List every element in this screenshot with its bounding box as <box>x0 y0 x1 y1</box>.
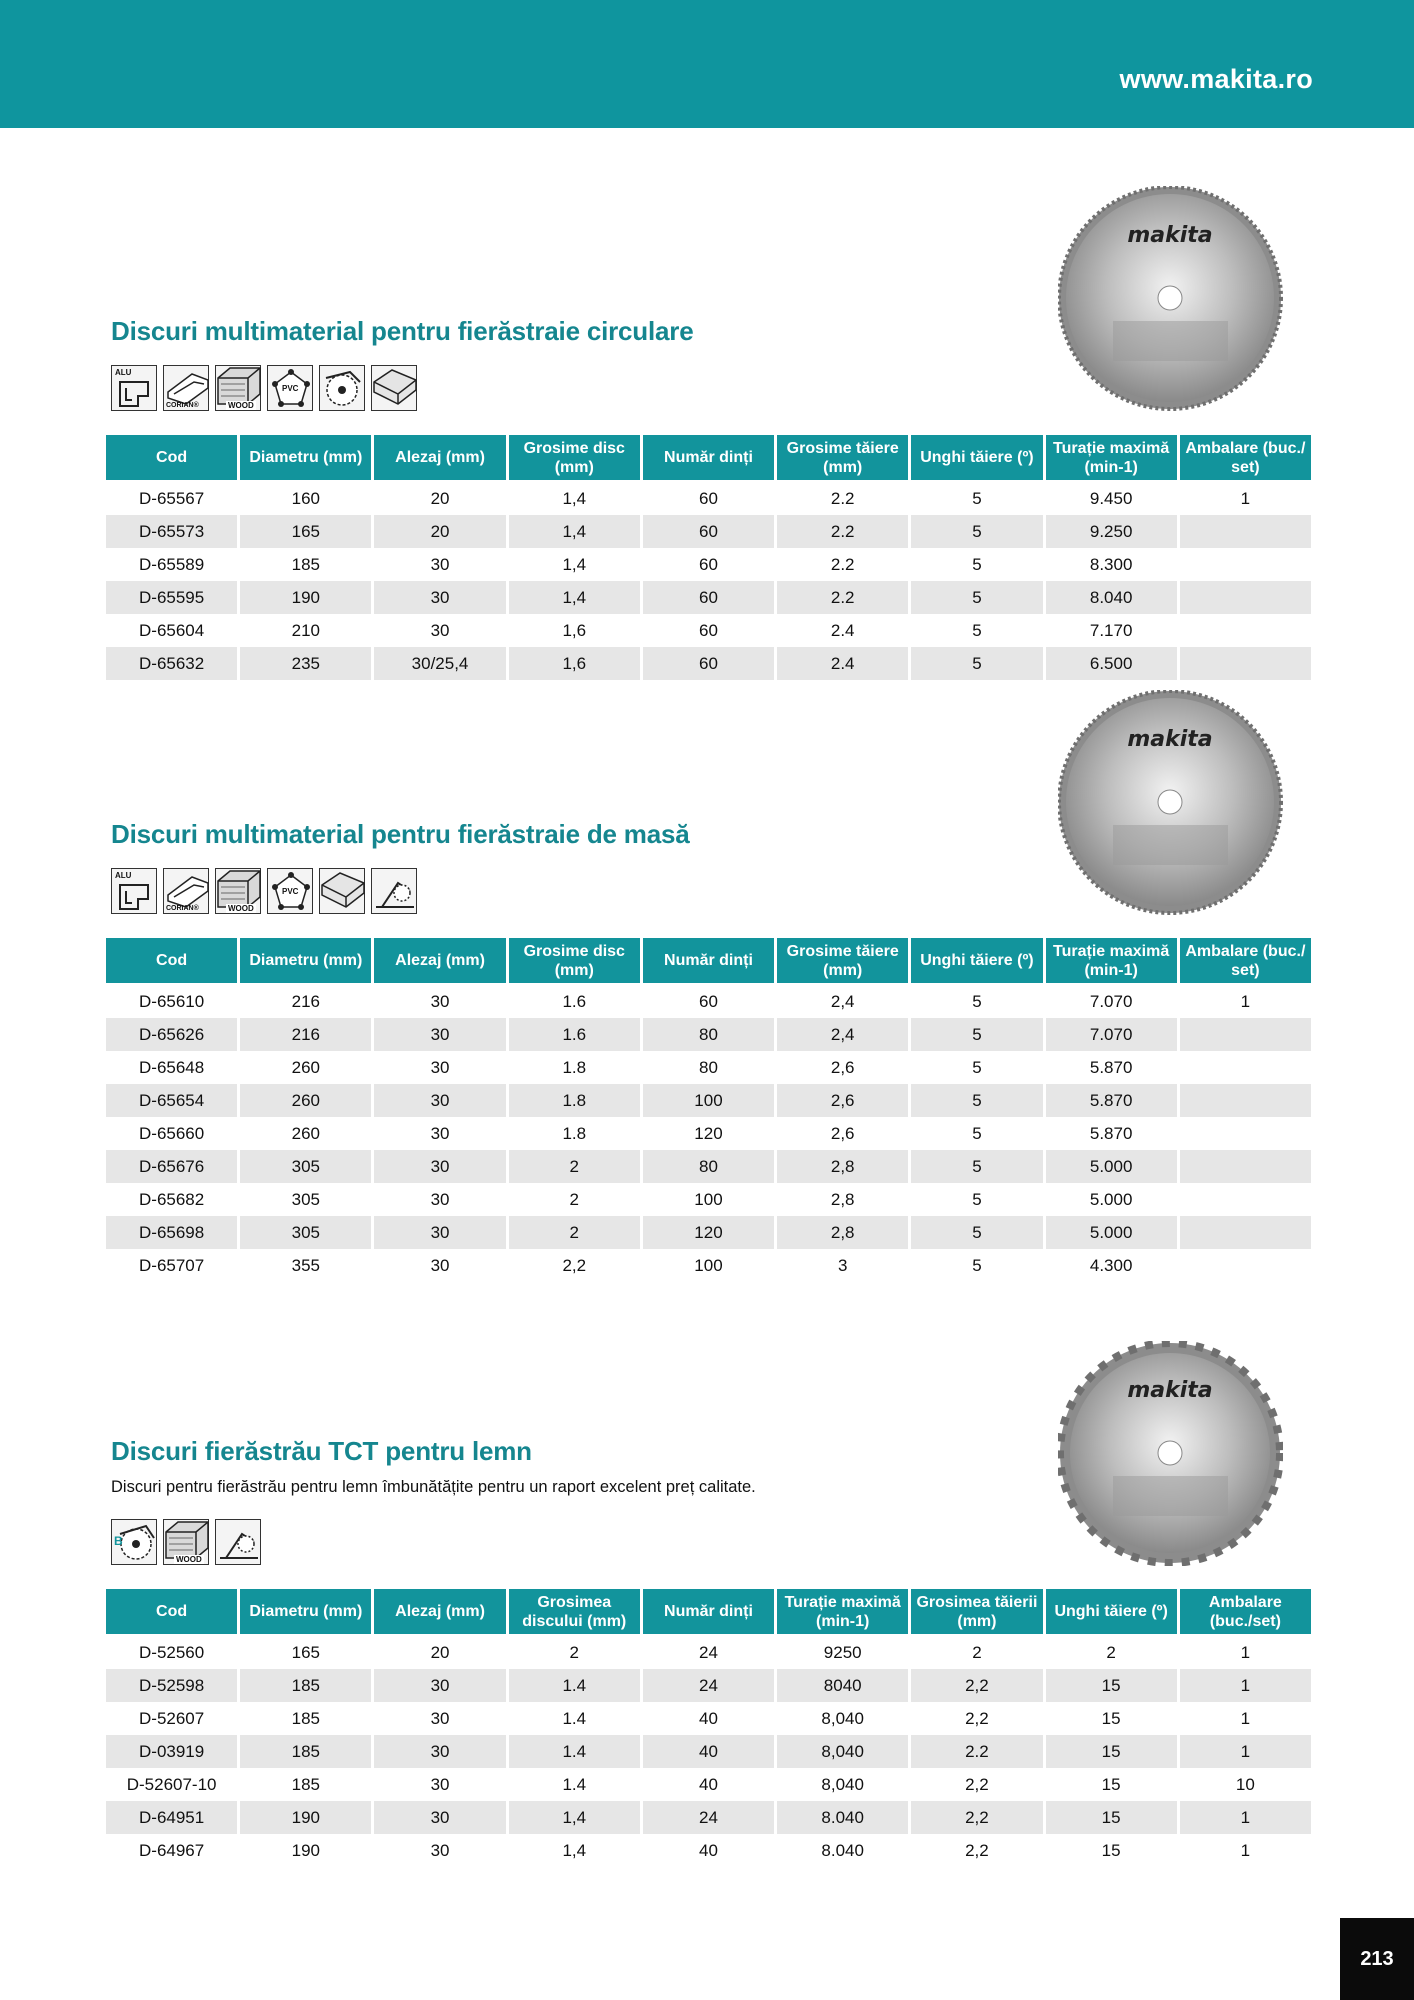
table-cell: 30 <box>430 1840 450 1860</box>
table-cell: 15 <box>1101 1708 1121 1728</box>
table-cell: 30 <box>374 1150 505 1183</box>
table-cell: 190 <box>291 1840 321 1860</box>
column-header: Grosime tăiere (mm) <box>777 938 908 985</box>
table-cell: 9.450 <box>1089 488 1133 508</box>
table-cell: 30 <box>430 1708 450 1728</box>
aluminium-icon: ALU <box>111 868 157 914</box>
table-cell: 5 <box>911 515 1042 548</box>
brand-logo: makita <box>1127 727 1213 752</box>
table-cell: 6.500 <box>1046 647 1177 680</box>
table-cell: 15 <box>1046 1801 1177 1834</box>
column-header: Grosimea discului (mm) <box>509 1589 640 1636</box>
table-cell: 5 <box>911 1084 1042 1117</box>
table-cell: 100 <box>694 1255 723 1275</box>
column-header: Cod <box>106 1589 237 1636</box>
section-title: Discuri fierăstrău TCT pentru lemn <box>111 1436 532 1466</box>
table-cell: 60 <box>643 647 774 680</box>
table-cell <box>1180 1249 1311 1282</box>
table-cell: 24 <box>699 1642 718 1662</box>
table-cell: 185 <box>240 1669 371 1702</box>
table-row <box>106 614 1311 647</box>
table-cell: 20 <box>430 1642 450 1662</box>
miter-saw-icon <box>371 868 417 914</box>
saw-blade-image-wood <box>1058 1341 1283 1571</box>
table-cell: 185 <box>291 1774 321 1794</box>
table-cell: D-65654 <box>106 1084 237 1117</box>
table-cell: 2,4 <box>777 1018 908 1051</box>
table-body <box>106 1636 1311 1867</box>
table-cell: 260 <box>291 1057 321 1077</box>
table-row <box>106 1051 1311 1084</box>
table-cell: 2,2 <box>911 1669 1042 1702</box>
table-cell: D-64951 <box>106 1801 237 1834</box>
table-cell: 60 <box>699 620 718 640</box>
table-cell: 30 <box>374 1018 505 1051</box>
table-cell: D-65676 <box>106 1150 237 1183</box>
table-cell: 305 <box>291 1189 321 1209</box>
column-header: Turație maximă (min-1) <box>1046 435 1177 482</box>
table-cell: 2,2 <box>562 1255 587 1275</box>
table-row <box>106 1084 1311 1117</box>
table-cell: 5.870 <box>1089 1123 1133 1143</box>
table-cell: 5 <box>911 1150 1042 1183</box>
brand-logo: makita <box>1127 1378 1213 1403</box>
table-cell <box>1180 1183 1311 1216</box>
table-cell: 2,2 <box>965 1774 989 1794</box>
table-body <box>106 482 1311 680</box>
table-cell: 15 <box>1101 1840 1121 1860</box>
table-row <box>106 1702 1311 1735</box>
table-cell: 5.000 <box>1046 1150 1177 1183</box>
table-row <box>106 1768 1311 1801</box>
table-cell: 260 <box>240 1084 371 1117</box>
column-header: Cod <box>106 938 237 985</box>
table-cell: D-65660 <box>139 1123 205 1143</box>
table-cell: 5 <box>911 581 1042 614</box>
table-cell: 2,6 <box>830 1123 855 1143</box>
table-cell: D-65595 <box>106 581 237 614</box>
table-cell: 7.070 <box>1046 1018 1177 1051</box>
laminate-icon <box>319 868 365 914</box>
table-row <box>106 1801 1311 1834</box>
pvc-icon: PVC <box>267 868 313 914</box>
table-cell: 120 <box>694 1123 723 1143</box>
table-row <box>106 1249 1311 1282</box>
table-cell: 2.2 <box>777 515 908 548</box>
table-cell: 260 <box>291 1123 321 1143</box>
corian-icon: CORIAN® <box>163 868 209 914</box>
table-row <box>106 1117 1311 1150</box>
table-cell: 5 <box>911 1216 1042 1249</box>
table-cell: 2,8 <box>830 1189 855 1209</box>
table-cell: 2.2 <box>777 581 908 614</box>
table-cell: 2.2 <box>830 488 855 508</box>
table-cell: 5 <box>972 620 982 640</box>
table-cell: 60 <box>643 515 774 548</box>
table-cell: 305 <box>240 1150 371 1183</box>
table-cell: 2,8 <box>777 1216 908 1249</box>
table-cell: 210 <box>291 620 321 640</box>
table-cell: D-64967 <box>139 1840 205 1860</box>
table-cell: 8,040 <box>821 1774 864 1794</box>
table-row <box>106 647 1311 680</box>
table-cell <box>1180 548 1311 581</box>
product-table <box>103 1589 1314 1867</box>
table-cell: D-65604 <box>139 620 205 640</box>
table-cell: 2 <box>972 1642 982 1662</box>
table-cell: 1.8 <box>562 1123 587 1143</box>
table-cell: 5.870 <box>1046 1084 1177 1117</box>
table-row <box>106 1735 1311 1768</box>
table-cell: 120 <box>643 1216 774 1249</box>
table-cell: 1.8 <box>509 1084 640 1117</box>
table-cell: 80 <box>643 1150 774 1183</box>
table-cell: D-65589 <box>139 554 205 574</box>
table-cell: 60 <box>699 554 718 574</box>
table-cell: 2,6 <box>830 1057 855 1077</box>
table-cell: 2,6 <box>777 1084 908 1117</box>
column-header: Alezaj (mm) <box>374 435 505 482</box>
table-cell: 190 <box>240 1801 371 1834</box>
table-cell: 5 <box>972 488 982 508</box>
table-cell: 1,4 <box>562 554 587 574</box>
table-cell: 1,4 <box>562 1840 587 1860</box>
table-cell: 1 <box>1180 1669 1311 1702</box>
table-cell: 1.4 <box>562 1708 587 1728</box>
column-header: Ambalare (buc./ set) <box>1180 435 1311 482</box>
table-cell: 165 <box>291 1642 321 1662</box>
table-cell: 2 <box>1106 1642 1116 1662</box>
table-cell: 1.6 <box>509 1018 640 1051</box>
table-cell: 2,4 <box>830 991 855 1011</box>
table-cell: 20 <box>430 488 450 508</box>
table-cell <box>1180 647 1311 680</box>
table-cell: 40 <box>699 1840 718 1860</box>
table-cell: 8,040 <box>777 1735 908 1768</box>
column-header: Unghi tăiere (º) <box>1046 1589 1177 1636</box>
table-cell: 2 <box>569 1189 579 1209</box>
table-row <box>106 1636 1311 1669</box>
table-cell <box>1180 515 1311 548</box>
table-cell: 355 <box>291 1255 321 1275</box>
table-cell: 1,6 <box>562 620 587 640</box>
table-cell: D-65610 <box>139 991 205 1011</box>
wood-icon: WOOD <box>215 868 261 914</box>
table-cell: D-52607 <box>139 1708 205 1728</box>
column-header: Alezaj (mm) <box>374 938 505 985</box>
column-header: Număr dinți <box>643 435 774 482</box>
table-cell: 30 <box>374 1084 505 1117</box>
table-cell: D-52598 <box>106 1669 237 1702</box>
table-cell: 8,040 <box>821 1708 864 1728</box>
table-cell: D-65573 <box>106 515 237 548</box>
column-header: Unghi tăiere (º) <box>911 435 1042 482</box>
table-cell: 8.040 <box>821 1840 864 1860</box>
table-body <box>106 985 1311 1282</box>
table-cell: D-65698 <box>106 1216 237 1249</box>
table-cell: 2,2 <box>965 1708 989 1728</box>
table-cell: D-52607-10 <box>126 1774 217 1794</box>
table-cell: 185 <box>291 1708 321 1728</box>
table-cell <box>1180 1216 1311 1249</box>
material-icons <box>111 365 417 411</box>
aluminium-icon: ALU <box>111 365 157 411</box>
table-cell <box>1180 1150 1311 1183</box>
table-cell: 4.300 <box>1089 1255 1133 1275</box>
table-cell: 15 <box>1101 1774 1121 1794</box>
table-cell: 7.070 <box>1089 991 1133 1011</box>
table-cell: 5 <box>972 1255 982 1275</box>
table-row <box>106 581 1311 614</box>
miter-saw-icon <box>215 1519 261 1565</box>
corian-icon: CORIAN® <box>163 365 209 411</box>
column-header: Cod <box>106 435 237 482</box>
table-cell: 30 <box>430 1057 450 1077</box>
table-cell: 216 <box>291 991 321 1011</box>
table-cell: 5 <box>972 1189 982 1209</box>
table-cell: 2,8 <box>777 1150 908 1183</box>
table-cell: 30/25,4 <box>374 647 505 680</box>
table-cell: 2.2 <box>911 1735 1042 1768</box>
column-header: Turație maximă (min-1) <box>777 1589 908 1636</box>
wood-icon: WOOD <box>163 1519 209 1565</box>
table-cell: D-65567 <box>139 488 205 508</box>
table-cell: D-65626 <box>106 1018 237 1051</box>
table-cell: 30 <box>374 1216 505 1249</box>
table-cell: 190 <box>240 581 371 614</box>
table-cell: D-52560 <box>139 1642 205 1662</box>
table-cell: 2,2 <box>965 1840 989 1860</box>
table-cell: 80 <box>699 1057 718 1077</box>
table-cell: 24 <box>643 1669 774 1702</box>
column-header: Grosime disc (mm) <box>509 435 640 482</box>
table-cell: 30 <box>374 1669 505 1702</box>
table-cell: 2.2 <box>830 554 855 574</box>
table-cell: 5.000 <box>1046 1216 1177 1249</box>
table-cell: D-65632 <box>106 647 237 680</box>
table-cell: 15 <box>1046 1669 1177 1702</box>
table-cell: 5 <box>972 1123 982 1143</box>
table-cell: 2 <box>569 1642 579 1662</box>
table-cell: 1.4 <box>509 1669 640 1702</box>
table-cell: 8040 <box>777 1669 908 1702</box>
column-header: Turație maximă (min-1) <box>1046 938 1177 985</box>
column-header: Diametru (mm) <box>240 435 371 482</box>
table-cell: 9250 <box>823 1642 862 1662</box>
table-cell: 5.000 <box>1089 1189 1133 1209</box>
table-cell: 40 <box>699 1774 718 1794</box>
table-cell: 9.250 <box>1046 515 1177 548</box>
table-cell: D-03919 <box>106 1735 237 1768</box>
table-row <box>106 482 1311 515</box>
saw-blade-image-circular <box>1058 186 1283 416</box>
column-header: Ambalare (buc./ set) <box>1180 938 1311 985</box>
table-cell: 30 <box>430 991 450 1011</box>
section-title: Discuri multimaterial pentru fierăstraie circulare <box>111 316 694 346</box>
table-cell: 2 <box>509 1216 640 1249</box>
table-cell: 30 <box>374 1735 505 1768</box>
table-cell: 1.6 <box>562 991 587 1011</box>
circular-saw-icon <box>319 365 365 411</box>
table-cell: 40 <box>643 1735 774 1768</box>
wood-icon: WOOD <box>215 365 261 411</box>
table-cell: 5 <box>972 554 982 574</box>
table-cell: D-65682 <box>139 1189 205 1209</box>
section-description: Discuri pentru fierăstrău pentru lemn îmbunătățite pentru un raport excelent preț calitate. <box>111 1478 756 1496</box>
table-cell: 235 <box>240 647 371 680</box>
column-header: Ambalare (buc./set) <box>1180 1589 1311 1636</box>
laminate-icon <box>371 365 417 411</box>
table-row <box>106 548 1311 581</box>
table-cell: 185 <box>291 554 321 574</box>
table-cell: 30 <box>430 1774 450 1794</box>
table-cell: 1,6 <box>509 647 640 680</box>
table-cell: 1 <box>1180 1735 1311 1768</box>
saw-blade-image-table <box>1058 690 1283 920</box>
table-cell: 30 <box>430 1189 450 1209</box>
table-row <box>106 1834 1311 1867</box>
table-cell: 15 <box>1046 1735 1177 1768</box>
table-cell <box>1180 1018 1311 1051</box>
page-number: 213 <box>1340 1918 1414 2000</box>
table-cell: 60 <box>643 581 774 614</box>
table-cell: 1.4 <box>509 1735 640 1768</box>
table-cell: 1,4 <box>509 515 640 548</box>
table-cell: 305 <box>240 1216 371 1249</box>
table-row <box>106 1018 1311 1051</box>
table-row <box>106 1183 1311 1216</box>
table-cell: 8.040 <box>777 1801 908 1834</box>
table-cell: 8.300 <box>1089 554 1133 574</box>
table-row <box>106 515 1311 548</box>
table-cell: 30 <box>374 581 505 614</box>
section-title: Discuri multimaterial pentru fierăstraie de masă <box>111 819 690 849</box>
table-cell <box>1180 1117 1311 1150</box>
table-cell: 100 <box>643 1084 774 1117</box>
table-cell: 1 <box>1180 1801 1311 1834</box>
table-cell: 1 <box>1240 1708 1251 1728</box>
column-header: Grosime disc (mm) <box>509 938 640 985</box>
table-cell: 10 <box>1235 1774 1255 1794</box>
table-cell: 30 <box>430 1123 450 1143</box>
header-bar <box>0 0 1414 128</box>
table-cell: 5 <box>911 647 1042 680</box>
table-cell: 30 <box>430 620 450 640</box>
product-table <box>103 938 1314 1282</box>
product-table <box>103 435 1314 680</box>
table-cell: 1 <box>1240 1840 1251 1860</box>
table-cell: 24 <box>643 1801 774 1834</box>
table-cell: 8.040 <box>1046 581 1177 614</box>
table-cell: 30 <box>430 1255 450 1275</box>
table-cell: 30 <box>430 554 450 574</box>
table-cell: 5 <box>972 991 982 1011</box>
column-header: Grosimea tăierii (mm) <box>911 1589 1042 1636</box>
table-cell: 60 <box>699 991 718 1011</box>
table-cell <box>1180 1051 1311 1084</box>
table-cell: 3 <box>837 1255 848 1275</box>
table-cell: 160 <box>291 488 321 508</box>
column-header: Diametru (mm) <box>240 1589 371 1636</box>
table-cell: 5 <box>911 1018 1042 1051</box>
table-cell: 2,2 <box>911 1801 1042 1834</box>
table-cell: 165 <box>240 515 371 548</box>
column-header: Alezaj (mm) <box>374 1589 505 1636</box>
table-row <box>106 985 1311 1018</box>
table-cell: 185 <box>240 1735 371 1768</box>
column-header: Unghi tăiere (º) <box>911 938 1042 985</box>
column-header: Diametru (mm) <box>240 938 371 985</box>
table-cell: 7.170 <box>1089 620 1133 640</box>
material-icons <box>111 1519 261 1565</box>
column-header: Grosime tăiere (mm) <box>777 435 908 482</box>
table-row <box>106 1669 1311 1702</box>
table-cell: 1 <box>1240 991 1251 1011</box>
table-cell: 30 <box>374 1801 505 1834</box>
table-cell: 2.4 <box>777 647 908 680</box>
table-cell: 1 <box>1240 1642 1251 1662</box>
table-cell: D-65648 <box>139 1057 205 1077</box>
table-cell <box>1180 581 1311 614</box>
table-cell: 1.4 <box>562 1774 587 1794</box>
table-cell: 216 <box>240 1018 371 1051</box>
table-cell <box>1180 614 1311 647</box>
table-cell: 40 <box>699 1708 718 1728</box>
table-cell: D-65707 <box>139 1255 205 1275</box>
table-cell: 1,4 <box>562 488 587 508</box>
column-header: Număr dinți <box>643 938 774 985</box>
brand-logo: makita <box>1127 223 1213 248</box>
table-cell: 1 <box>1240 488 1251 508</box>
circular-saw-b-icon: B <box>111 1519 157 1565</box>
column-header: Număr dinți <box>643 1589 774 1636</box>
table-cell: 20 <box>374 515 505 548</box>
table-row <box>106 1216 1311 1249</box>
table-cell: 100 <box>694 1189 723 1209</box>
table-row <box>106 1150 1311 1183</box>
table-cell: 1,4 <box>509 1801 640 1834</box>
table-cell: 2.4 <box>830 620 855 640</box>
table-cell: 80 <box>643 1018 774 1051</box>
table-cell: 2 <box>509 1150 640 1183</box>
table-cell: 1,4 <box>509 581 640 614</box>
table-cell: 5.870 <box>1089 1057 1133 1077</box>
table-cell <box>1180 1084 1311 1117</box>
table-cell: 60 <box>699 488 718 508</box>
table-cell: 1.8 <box>562 1057 587 1077</box>
pvc-icon: PVC <box>267 365 313 411</box>
site-url[interactable]: www.makita.ro <box>1119 64 1313 94</box>
table-cell: 5 <box>972 1057 982 1077</box>
material-icons <box>111 868 417 914</box>
